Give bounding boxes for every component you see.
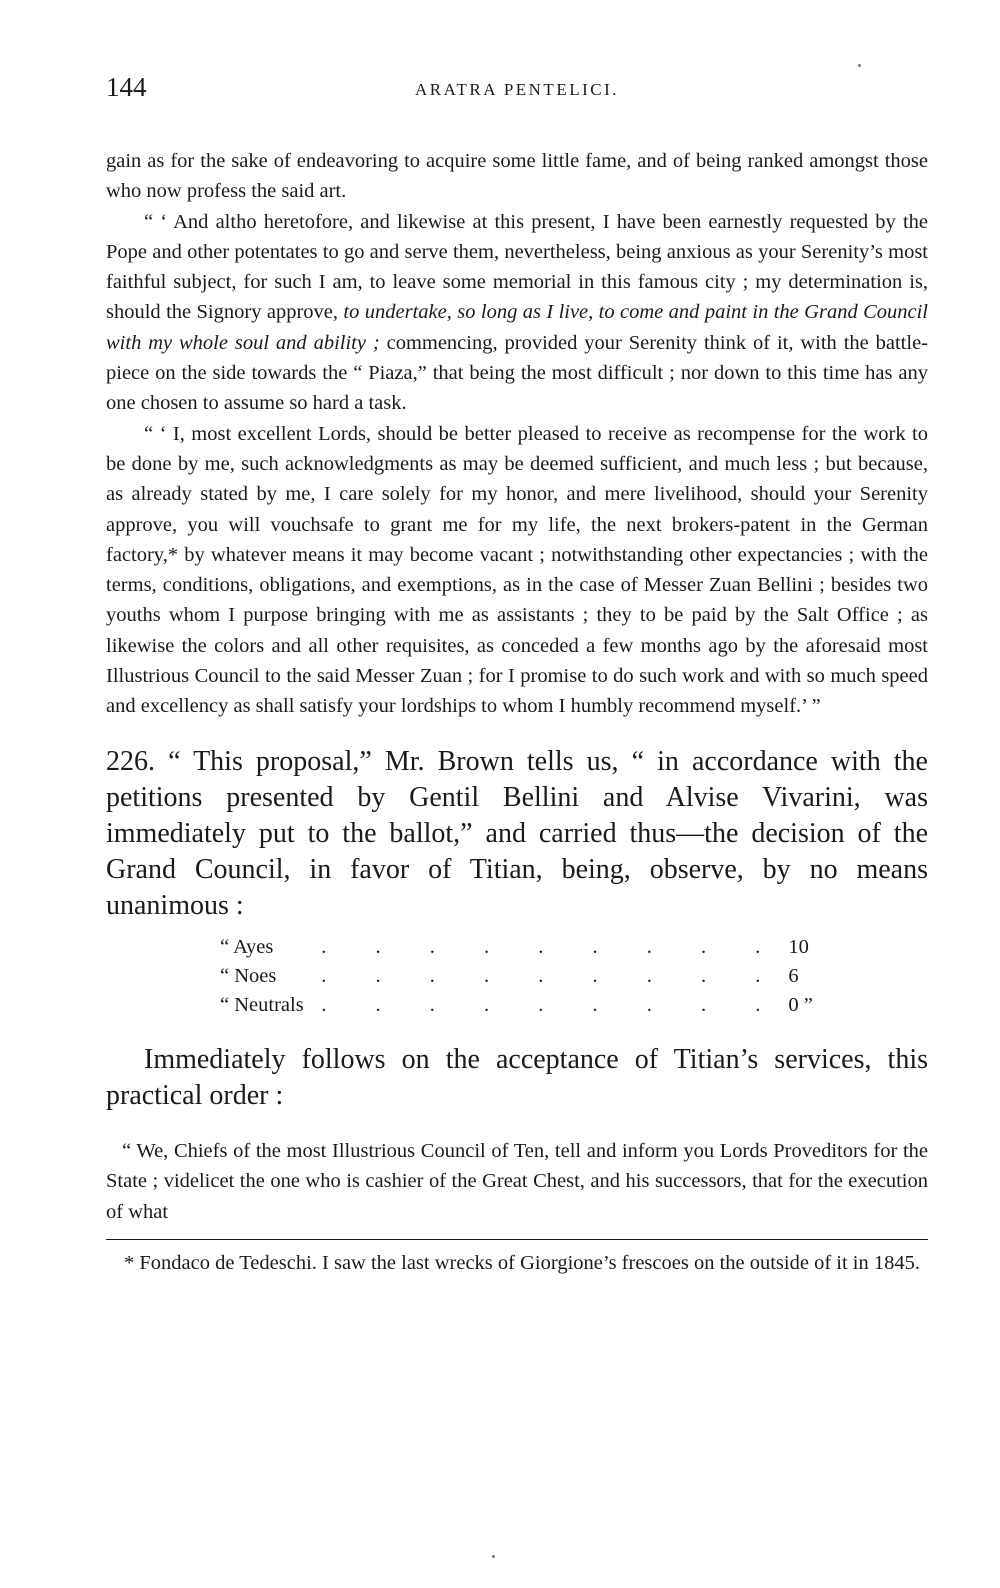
ballot-row-ayes <box>220 933 830 962</box>
margin-speck <box>492 1555 495 1558</box>
letter-quotation <box>106 146 928 722</box>
leader-dots: . . . . . . . . . <box>321 935 783 958</box>
paragraph-altho-text: “ ‘ And altho heretofore, and likewise at this present, I have been earnestly requested by the Pope and other potentates to go and serve them, nevertheless, being anxious as your Serenity’s most faithful subject, for such I am, to leave some memorial in this famous city ; my determination is, should the Signory approve, <box>106 210 928 324</box>
ballot-count: 0 ” <box>788 993 813 1016</box>
leader-dots: . . . . . . . . . <box>321 993 783 1016</box>
ballot-count: 6 <box>788 964 799 987</box>
paragraph-altho-italic: to undertake, so long as I live, to come and paint in the Grand Council with my whole soul and ability ; <box>106 301 929 354</box>
ballot-row-noes <box>220 962 830 991</box>
ballot-count: 10 <box>788 935 809 958</box>
paragraph-order: “ We, Chiefs of the most Illustrious Council of Ten, tell and inform you Lords Proveditors for the State ; videlicet the one who is cashier of the Great Chest, and his successors, that for the execution of what <box>106 1140 928 1223</box>
running-head <box>106 70 928 110</box>
paragraph-altho <box>106 207 928 419</box>
ballot-table <box>220 933 830 1020</box>
ballot-label: “ Noes <box>220 964 277 987</box>
paragraph-follows: Immediately follows on the acceptance of Titian’s services, this practical order : <box>106 1043 928 1111</box>
paragraph-altho-tail: commencing, provided your Serenity think of it, with the battle-piece on the side towards the “ Piaza,” that being the most difficult ; nor down to this time has any one chosen to assume so hard a task. <box>106 331 929 415</box>
running-title: ARATRA PENTELICI. <box>415 80 619 99</box>
section-follows <box>106 1042 928 1114</box>
footnote-rule <box>106 1239 928 1240</box>
leader-dots: . . . . . . . . . <box>321 964 783 987</box>
paragraph-226: 226. “ This proposal,” Mr. Brown tells us, “ in accordance with the petitions presented by Gentil Bellini and Alvise Vivarini, was immediately put to the ballot,” and carried thus—the decision of the Grand Council, in favor of Titian, being, observe, by no means unanimous : <box>106 745 928 922</box>
ballot-label: “ Neutrals <box>220 993 304 1016</box>
ballot-row-neutrals <box>220 991 830 1020</box>
paragraph-continuation: gain as for the sake of endeavoring to acquire some little fame, and of being ranked amongst those who now profess the said art. <box>106 150 928 203</box>
section-226 <box>106 744 928 925</box>
book-page <box>106 70 928 1278</box>
margin-speck <box>858 64 861 67</box>
footnote: * Fondaco de Tedeschi. I saw the last wrecks of Giorgione’s frescoes on the outside of it in 1845. <box>124 1251 920 1274</box>
page-number: 144 <box>106 72 147 102</box>
order-quotation <box>106 1136 928 1227</box>
ballot-label: “ Ayes <box>220 935 274 958</box>
paragraph-lords: “ ‘ I, most excellent Lords, should be better pleased to receive as recompense for the work to be done by me, such acknowledgments as may be deemed sufficient, and much less ; but because, as already stated by me, I care solely for my honor, and mere livelihood, should your Serenity approve, you will vouchsafe to grant me for my life, the next brokers-patent in the German factory,* by whatever means it may become vacant ; notwithstanding other expectancies ; with the terms, conditions, obligations, and exemptions, as in the case of Messer Zuan Bellini ; besides two youths whom I purpose bringing with me as assistants ; they to be paid by the Salt Office ; as likewise the colors and all other requisites, as conceded a few months ago by the aforesaid most Illustrious Council to the said Messer Zuan ; for I promise to do such work and with so much speed and excellency as shall satisfy your lordships to whom I humbly recommend myself.’ ” <box>106 422 928 718</box>
